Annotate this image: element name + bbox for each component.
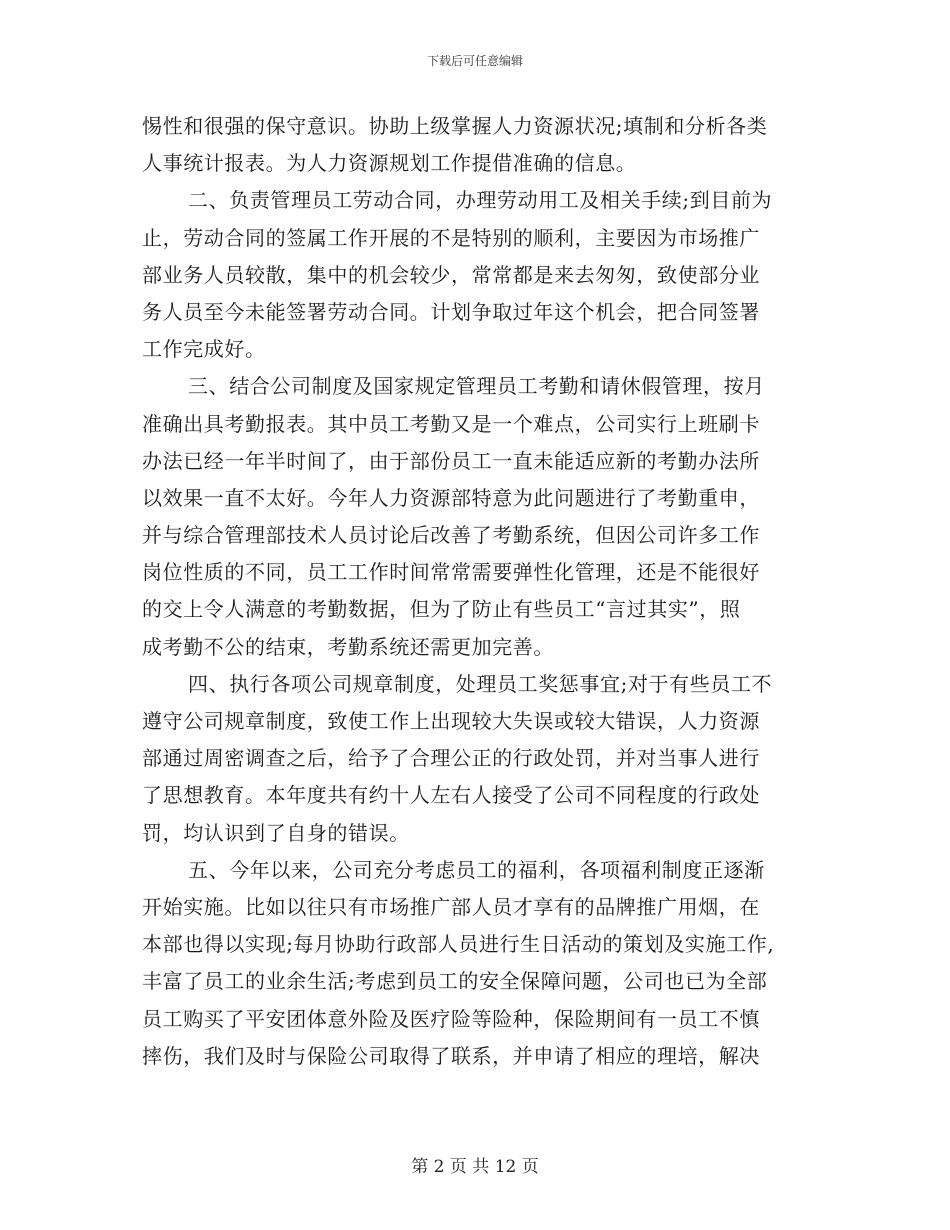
- body-line: 部业务人员较散，集中的机会较少，常常都是来去匆匆，致使部分业: [142, 262, 760, 287]
- body-line: 办法已经一年半时间了，由于部份员工一直未能适应新的考勤办法所: [142, 448, 760, 473]
- body-line: 岗位性质的不同，员工工作时间常常需要弹性化管理，还是不能很好: [142, 560, 760, 585]
- body-line: 员工购买了平安团体意外险及医疗险等险种，保险期间有一员工不慎: [142, 1006, 760, 1031]
- body-line: 丰富了员工的业余生活;考虑到员工的安全保障问题，公司也已为全部: [142, 969, 768, 994]
- page-footer-pagination: 第 2 页 共 12 页: [411, 1157, 539, 1177]
- body-line: 并与综合管理部技术人员讨论后改善了考勤系统，但因公司许多工作: [142, 523, 760, 548]
- body-line: 成考勤不公的结束，考勤系统还需更加完善。: [142, 634, 554, 659]
- body-line: 罚，均认识到了自身的错误。: [142, 820, 410, 845]
- body-line: 人事统计报表。为人力资源规划工作提借准确的信息。: [142, 151, 637, 176]
- body-line: 本部也得以实现;每月协助行政部人员进行生日活动的策划及实施工作,: [142, 932, 775, 957]
- body-line: 惕性和很强的保守意识。协助上级掌握人力资源状况;填制和分析各类: [142, 114, 768, 138]
- body-line: 工作完成好。: [142, 337, 266, 362]
- body-line: 准确出具考勤报表。其中员工考勤又是一个难点，公司实行上班刷卡: [142, 411, 760, 436]
- body-line: 以效果一直不太好。今年人力资源部特意为此问题进行了考勤重申，: [142, 485, 760, 510]
- body-line: 部通过周密调查之后，给予了合理公正的行政处罚，并对当事人进行: [142, 746, 760, 771]
- paragraph-start-line: 五、今年以来，公司充分考虑员工的福利，各项福利制度正逐渐: [188, 857, 765, 882]
- body-line: 的交上令人满意的考勤数据，但为了防止有些员工“言过其实”，照: [142, 597, 741, 622]
- body-line: 摔伤，我们及时与保险公司取得了联系，并申请了相应的理培，解决: [142, 1043, 760, 1068]
- paragraph-start-line: 四、执行各项公司规章制度，处理员工奖惩事宜;对于有些员工不: [188, 671, 773, 696]
- body-line: 遵守公司规章制度，致使工作上出现较大失误或较大错误，人力资源: [142, 709, 760, 733]
- body-line: 了思想教育。本年度共有约十人左右人接受了公司不同程度的行政处: [142, 783, 760, 808]
- page-header-note: 下载后可任意编辑: [426, 54, 523, 68]
- paragraph-start-line: 三、结合公司制度及国家规定管理员工考勤和请休假管理，按月: [188, 374, 765, 399]
- document-body: [142, 108, 810, 1075]
- paragraph-start-line: 二、负责管理员工劳动合同，办理劳动用工及相关手续;到目前为: [188, 188, 773, 213]
- body-line: 务人员至今未能签署劳动合同。计划争取过年这个机会，把合同签署: [142, 299, 760, 324]
- body-line: 止，劳动合同的签属工作开展的不是特别的顺利，主要因为市场推广: [142, 225, 760, 250]
- body-line: 开始实施。比如以往只有市场推广部人员才享有的品牌推广用烟，在: [142, 894, 760, 919]
